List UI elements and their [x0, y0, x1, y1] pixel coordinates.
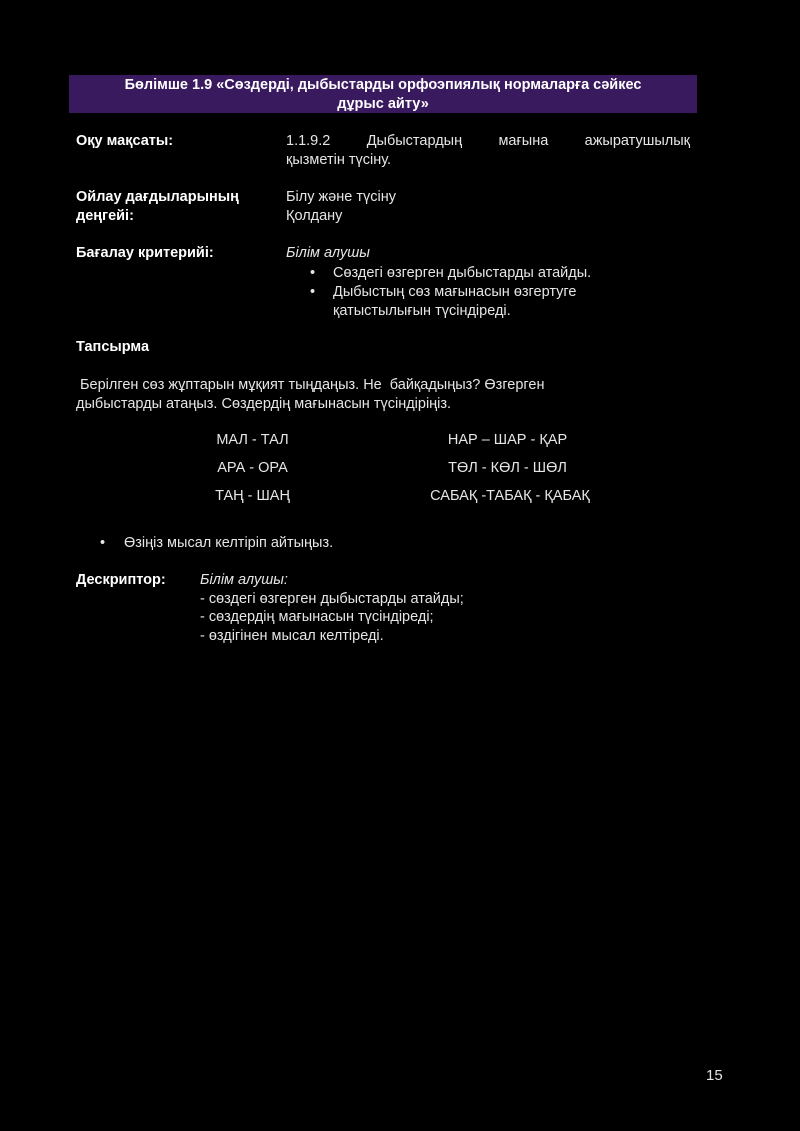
- task-instruction-line2: дыбыстарды атаңыз. Сөздердің мағынасын түсіндіріңіз.: [76, 396, 452, 412]
- criteria-item: • Сөздегі өзгерген дыбыстарды атайды.: [310, 265, 592, 281]
- criteria-value: [286, 244, 690, 321]
- thinking-label-line2: деңгейі:: [76, 207, 134, 224]
- descriptor-row: [76, 571, 690, 651]
- objective-row: [76, 132, 690, 172]
- section-title-line2: дұрыс айту»: [337, 96, 429, 112]
- objective-value-line2: қызметін түсіну.: [286, 151, 392, 168]
- word-pair-left: МАЛ - ТАЛ: [216, 432, 289, 448]
- example-prompt: • Өзіңіз мысал келтіріп айтыңыз.: [100, 535, 334, 551]
- word-pair-right: ТӨЛ - КӨЛ - ШӨЛ: [448, 460, 567, 476]
- criteria-row: [76, 244, 690, 324]
- thinking-label-line1: Ойлау дағдыларының: [76, 189, 239, 205]
- word-pair-left: ТАҢ - ШАҢ: [215, 488, 290, 504]
- objective-value-line1: [286, 132, 690, 151]
- page-number: 15: [706, 1067, 723, 1084]
- thinking-row: [76, 188, 690, 228]
- task-instruction: [76, 376, 636, 414]
- word-pair-right: НАР – ШАР - ҚАР: [447, 432, 568, 448]
- thinking-label: [76, 188, 276, 225]
- criteria-label: Бағалау критерийі:: [76, 245, 214, 261]
- thinking-value-line1: Білу және түсіну: [286, 189, 396, 205]
- criteria-list: [286, 263, 690, 321]
- descriptor-item: - сөздегі өзгерген дыбыстарды атайды;: [200, 590, 464, 607]
- task-heading: Тапсырма: [76, 339, 150, 355]
- descriptor-value: [200, 571, 464, 645]
- thinking-value: [286, 188, 690, 225]
- descriptor-label: Дескриптор:: [76, 572, 166, 588]
- descriptor-item: - өздігінен мысал келтіреді.: [200, 627, 384, 644]
- objective-code: 1.1.9.2: [286, 133, 331, 149]
- criteria-intro: Білім алушы: [286, 245, 370, 261]
- section-title-line1: Бөлімше 1.9 «Сөздерді, дыбыстарды орфоэпиялық нормаларға сәйкес: [124, 77, 642, 93]
- objective-word-1: Дыбыстардың: [366, 133, 463, 149]
- word-pair-left: АРА - ОРА: [217, 460, 288, 476]
- bullet-icon: •: [100, 535, 106, 551]
- section-title-bar: [69, 75, 697, 113]
- task-instruction-line1: Берілген сөз жұптарын мұқият тыңдаңыз. Не байқадыңыз? Өзгерген: [76, 377, 545, 393]
- objective-word-2: мағына: [498, 133, 549, 149]
- word-pair-right: САБАҚ -ТАБАҚ - ҚАБАҚ: [430, 488, 590, 504]
- objective-word-3: ажыратушылық: [584, 133, 690, 149]
- descriptor-item: - сөздердің мағынасын түсіндіреді;: [200, 609, 434, 625]
- criteria-item: • Дыбыстың сөз мағынасын өзгертуге қатыстылығын түсіндіреді.: [310, 284, 577, 319]
- bullet-icon: •: [310, 284, 316, 300]
- descriptor-intro: Білім алушы:: [200, 572, 288, 588]
- bullet-icon: •: [310, 265, 316, 281]
- objective-value: [286, 132, 690, 169]
- thinking-value-line2: Қолдану: [286, 207, 343, 224]
- objective-label: Оқу мақсаты:: [76, 133, 174, 149]
